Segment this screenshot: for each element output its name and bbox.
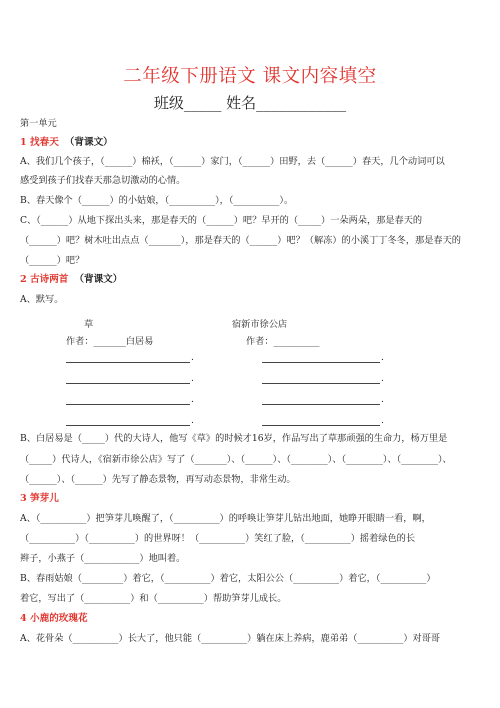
text-line: A、我们几个孩子，（______）棉袄，（______）家门，（______）田野，去（______）春天，几个动词可以 (20, 156, 445, 167)
line-end-mark: . (381, 394, 384, 405)
text-line: B、春天像个（______）的小姑娘，（__________），（__________）。 (20, 195, 294, 206)
poem-answer-line[interactable] (66, 362, 190, 363)
section-title: 3 笋芽儿 (20, 493, 59, 504)
page-title: 二年级下册语文 课文内容填空 (123, 66, 377, 87)
text-line: A、默写。 (20, 294, 64, 305)
line-end-mark: . (381, 415, 384, 426)
text-line: B、白居易是（_____）代的大诗人，他写《草》的时候才16岁，作品写出了草那顽强的生命力，杨万里是 (20, 433, 448, 444)
text-line: 感受到孩子们找春天那急切激动的心情。 (20, 175, 186, 186)
section-title: 1 找春天 (20, 137, 59, 148)
line-end-mark: . (191, 373, 194, 384)
poem-title-2: 宿新市徐公店 (232, 319, 288, 330)
poem-answer-line[interactable] (262, 383, 380, 384)
text-line: B、春雨姑娘（_________）着它，（__________）着它，太阳公公（__________）着它，（__________） (20, 573, 436, 584)
text-line: （______）吧？树木吐出点点（_______），那是春天的（______）吧？（解冻）的小溪丁丁冬冬，那是春天的 (20, 235, 461, 246)
text-line: C、（______）从地下探出头来，那是春天的（______）吧？早开的（_____）一朵两朵，那是春天的 (20, 215, 423, 226)
unit-label: 第一单元 (20, 118, 57, 129)
text-line: （__________）（__________）的世界呀！（__________）笑红了脸，（__________）摇着绿色的长 (20, 533, 416, 544)
text-line: （_____）代诗人，《宿新市徐公店》写了（_______）、（______）、（________）、（________）、（________）、 (20, 454, 452, 465)
section-heading-2 (20, 274, 122, 286)
poem-author-2: 作者：__________ (246, 336, 320, 347)
text-line: 辫子，小燕子（____________）地叫着。 (20, 553, 186, 564)
section-tag: （背课文） (74, 274, 123, 285)
text-line: （______）吧？ (20, 255, 85, 266)
section-heading-3 (20, 493, 59, 505)
section-title: 4 小鹿的玫瑰花 (20, 613, 88, 624)
section-title: 2 古诗两首 (20, 274, 69, 285)
line-end-mark: . (191, 352, 194, 363)
section-heading-4 (20, 613, 88, 625)
line-end-mark: . (191, 394, 194, 405)
text-line: A、花骨朵（__________）长大了，他只能（__________）躺在床上养病，鹿弟弟（__________）对哥哥 (20, 633, 441, 644)
line-end-mark: . (191, 415, 194, 426)
poem-answer-line[interactable] (262, 425, 380, 426)
poem-author-1: 作者：_______白居易 (66, 336, 154, 347)
poem-answer-line[interactable] (262, 404, 380, 405)
text-line: A、（__________）把笋芽儿唤醒了，（__________）的呼唤让笋芽儿钻出地面，她睁开眼睛一看，啊， (20, 513, 431, 524)
class-name-line: 班级_____ 姓名____________ (153, 94, 347, 112)
line-end-mark: . (381, 373, 384, 384)
poem-answer-line[interactable] (66, 404, 190, 405)
poem-answer-line[interactable] (262, 362, 380, 363)
poem-answer-line[interactable] (66, 383, 190, 384)
text-line: 着它，写出了（__________）和（__________）帮助笋芽儿成长。 (20, 593, 287, 604)
text-line: （______）、（______）先写了静态景物，再写动态景物，非常生动。 (20, 474, 296, 485)
section-heading-1 (20, 137, 113, 149)
poem-answer-line[interactable] (66, 425, 190, 426)
poem-title-1: 草 (84, 319, 94, 330)
section-tag: （背课文） (64, 137, 113, 148)
line-end-mark: . (381, 352, 384, 363)
